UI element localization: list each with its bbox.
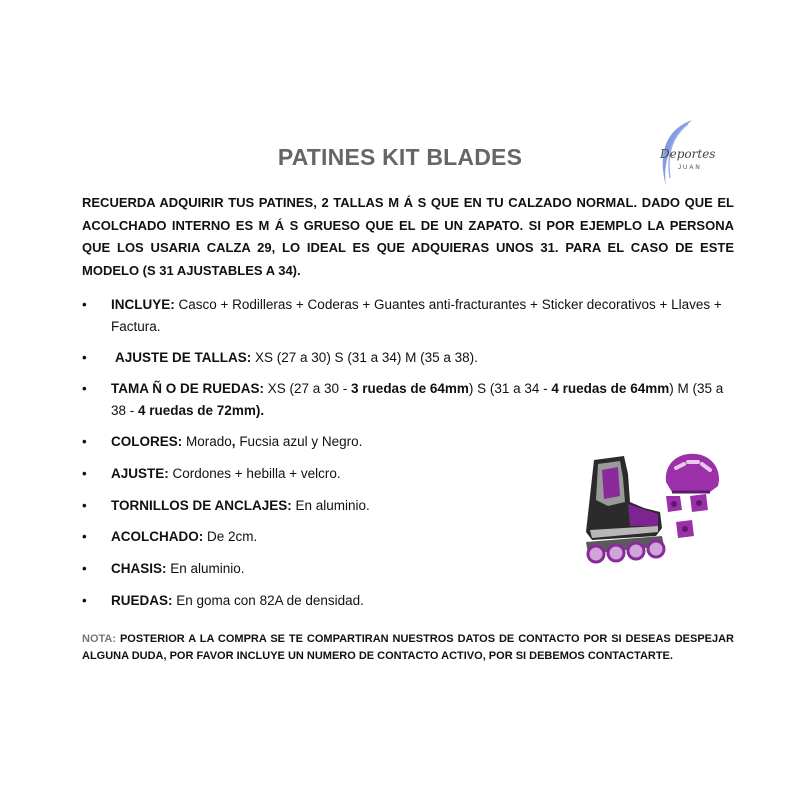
inline-skate-icon bbox=[586, 456, 664, 562]
bullet-icon: • bbox=[82, 434, 87, 449]
spec-value: En aluminio. bbox=[291, 498, 370, 513]
spec-label: AJUSTE DE TALLAS: bbox=[115, 350, 252, 365]
spec-value: Casco + Rodilleras + Coderas + Guantes anti-fracturantes + Sticker decorativos + Llaves + Factura. bbox=[111, 297, 722, 334]
spec-label: ACOLCHADO: bbox=[111, 529, 204, 544]
spec-value-bold: 4 ruedas de 64mm bbox=[551, 381, 670, 396]
logo-brand-text: Deportes bbox=[660, 147, 716, 161]
spec-separator: , bbox=[231, 434, 236, 449]
spec-value: Fucsia azul y Negro. bbox=[235, 434, 363, 449]
spec-label: CHASIS: bbox=[111, 561, 167, 576]
note-paragraph bbox=[82, 631, 734, 664]
spec-value-bold: 3 ruedas de 64mm bbox=[351, 381, 469, 396]
intro-paragraph: RECUERDA ADQUIRIR TUS PATINES, 2 TALLAS M Á S QUE EN TU CALZADO NORMAL. DADO QUE EL ACOLCHADO INTERNO ES M Á S GRUESO QUE EL DE UN ZAPATO. SI POR EJEMPLO LA PERSONA QUE LOS USARIA CALZA 29, LO IDEAL ES QUE ADQUIERAS UNOS 31. PARA EL CASO DE ESTE MODELO (S 31 AJUSTABLES A 34). bbox=[82, 195, 734, 278]
spec-value: Morado bbox=[182, 434, 232, 449]
spec-value: Cordones + hebilla + velcro. bbox=[168, 466, 341, 481]
page-title: PATINES KIT BLADES bbox=[277, 144, 523, 170]
spec-value-part: ) S (31 a 34 - bbox=[468, 381, 552, 396]
spec-label: AJUSTE: bbox=[111, 466, 169, 481]
protective-pads-icon bbox=[666, 494, 708, 538]
bullet-icon: • bbox=[82, 466, 87, 481]
spec-label: INCLUYE: bbox=[111, 297, 175, 312]
bullet-icon: • bbox=[82, 498, 87, 513]
spec-value-part: XS (27 a 30 - bbox=[264, 381, 352, 396]
logo-sub-text: JUAN bbox=[678, 165, 702, 171]
spec-value: En aluminio. bbox=[166, 561, 245, 576]
note-label: NOTA: bbox=[82, 633, 117, 645]
spec-value: XS (27 a 30) S (31 a 34) M (35 a 38). bbox=[251, 350, 478, 365]
bullet-icon: • bbox=[82, 529, 87, 544]
spec-label: TAMA Ñ O DE RUEDAS: bbox=[111, 381, 264, 396]
bullet-icon: • bbox=[82, 297, 87, 312]
helmet-icon bbox=[666, 454, 719, 492]
bullet-icon: • bbox=[82, 593, 87, 608]
spec-value: De 2cm. bbox=[203, 529, 258, 544]
bullet-icon: • bbox=[82, 561, 87, 576]
spec-value-bold: 4 ruedas de 72mm). bbox=[138, 403, 265, 418]
spec-label: RUEDAS: bbox=[111, 593, 173, 608]
spec-value-part: ) M (35 a 38 - bbox=[111, 381, 724, 418]
brand-logo bbox=[648, 118, 720, 188]
bullet-icon: • bbox=[82, 381, 87, 396]
bullet-icon: • bbox=[82, 350, 87, 365]
product-image bbox=[572, 452, 722, 574]
note-text: POSTERIOR A LA COMPRA SE TE COMPARTIRAN NUESTROS DATOS DE CONTACTO POR SI DESEAS DESPEJAR ALGUNA DUDA, POR FAVOR INCLUYE UN NUMERO DE CONTACTO ACTIVO, POR SI DEBEMOS CONTACTARTE. bbox=[82, 633, 734, 662]
spec-label: TORNILLOS DE ANCLAJES: bbox=[111, 498, 292, 513]
skate-kit-illustration bbox=[572, 452, 722, 574]
spec-label: COLORES: bbox=[111, 434, 183, 449]
spec-value: En goma con 82A de densidad. bbox=[172, 593, 364, 608]
